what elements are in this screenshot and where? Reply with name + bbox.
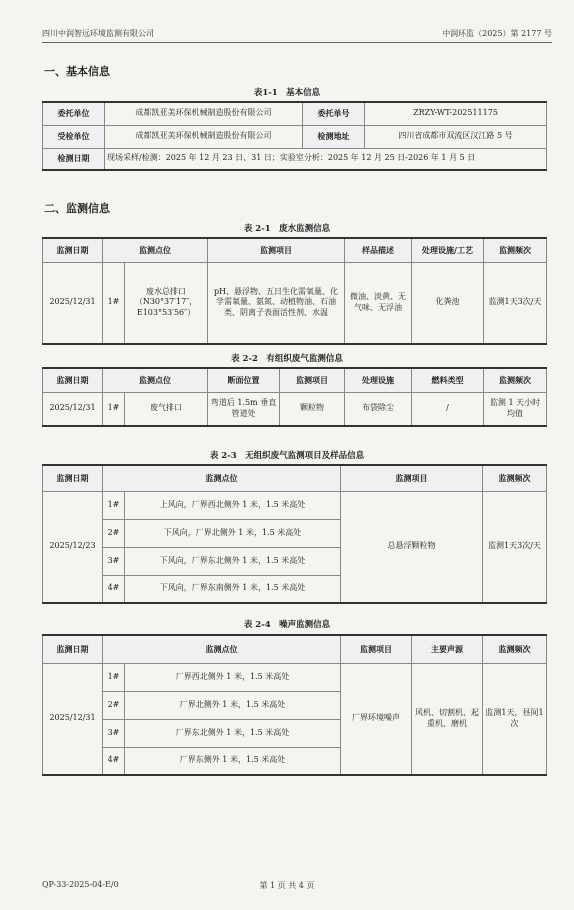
point-cell: 下风向，厂界北侧外 1 米，1.5 米高处 (125, 519, 341, 547)
item-cell: 总悬浮颗粒物 (341, 491, 483, 603)
frequency-cell: 监测1天3次/天 (483, 491, 547, 603)
address-value: 四川省成都市双流区汉江路 5 号 (365, 125, 547, 148)
wastewater-table (42, 237, 547, 345)
order-no-value: ZRZY-WT-202511175 (365, 102, 547, 125)
date-label: 检测日期 (43, 148, 105, 170)
facility-cell: 化粪池 (412, 262, 484, 344)
point-number: 3# (103, 719, 125, 747)
table-row (43, 125, 547, 148)
header-date: 监测日期 (43, 465, 103, 491)
frequency-cell: 监测1天3次/天 (484, 262, 547, 344)
form-code: QP-33-2025-04-E/0 (42, 880, 119, 889)
header-point: 监测点位 (103, 368, 208, 392)
date-cell: 2025/12/31 (43, 663, 103, 775)
date-cell: 2025/12/23 (43, 491, 103, 603)
date-cell: 2025/12/31 (43, 392, 103, 426)
basic-info-table (42, 101, 547, 171)
point-number: 1# (103, 262, 125, 344)
items-cell: pH、悬浮物、五日生化需氧量、化学需氧量、氨氮、动植物油、石油类、阴离子表面活性剂、水温 (208, 262, 345, 344)
point-cell: 下风向，厂界东南侧外 1 米，1.5 米高处 (125, 575, 341, 603)
header-frequency: 监测频次 (484, 238, 547, 262)
header-section: 断面位置 (208, 368, 280, 392)
point-number: 2# (103, 691, 125, 719)
table-row (43, 635, 547, 663)
unorganized-gas-table (42, 464, 547, 604)
facility-cell: 布袋除尘 (345, 392, 412, 426)
header-item: 监测项目 (341, 465, 483, 491)
header-facility: 处理设施/工艺 (412, 238, 484, 262)
point-number: 1# (103, 392, 125, 426)
order-no-label: 委托单号 (303, 102, 365, 125)
header-frequency: 监测频次 (483, 635, 547, 663)
table-row (43, 368, 547, 392)
point-number: 1# (103, 663, 125, 691)
source-cell: 风机、切割机、起重机、磨机 (412, 663, 483, 775)
point-number: 3# (103, 547, 125, 575)
point-cell: 废水总排口（N30°37′17″，E103°53′56″） (125, 262, 208, 344)
table-2-2-caption: 表 2-2 有组织废气监测信息 (231, 354, 343, 364)
page-number: 第 1 页 共 4 页 (259, 881, 315, 890)
point-number: 4# (103, 575, 125, 603)
point-cell: 厂界东北侧外 1 米，1.5 米高处 (125, 719, 341, 747)
point-cell: 厂界东侧外 1 米，1.5 米高处 (125, 747, 341, 775)
table-row (43, 102, 547, 125)
point-cell: 厂界西北侧外 1 米，1.5 米高处 (125, 663, 341, 691)
point-number: 2# (103, 519, 125, 547)
item-cell: 厂界环境噪声 (341, 663, 412, 775)
date-cell: 2025/12/31 (43, 262, 103, 344)
point-cell: 厂界北侧外 1 米，1.5 米高处 (125, 691, 341, 719)
inspected-unit-label: 受检单位 (43, 125, 105, 148)
date-value: 现场采样/检测：2025 年 12 月 23 日、31 日；实验室分析：2025 年 12 月 25 日-2026 年 1 月 5 日 (105, 148, 547, 170)
table-2-3-caption: 表 2-3 无组织废气监测项目及样品信息 (209, 451, 365, 461)
point-cell: 下风向，厂界东北侧外 1 米，1.5 米高处 (125, 547, 341, 575)
sample-desc-cell: 微油、淡黄、无气味、无浮油 (345, 262, 412, 344)
header-source: 主要声源 (412, 635, 483, 663)
header-date: 监测日期 (43, 238, 103, 262)
table-row (43, 148, 547, 170)
table-2-4-caption: 表 2-4 噪声监测信息 (243, 620, 331, 630)
table-1-1-caption: 表1-1 基本信息 (253, 88, 321, 98)
report-number: 中润环监（2025）第 2177 号 (442, 29, 552, 38)
header-facility: 处理设施 (345, 368, 412, 392)
fuel-cell: / (412, 392, 484, 426)
point-cell: 上风向，厂界西北侧外 1 米，1.5 米高处 (125, 491, 341, 519)
header-sample-desc: 样品描述 (345, 238, 412, 262)
item-cell: 颗粒物 (280, 392, 345, 426)
address-label: 检测地址 (303, 125, 365, 148)
point-number: 1# (103, 491, 125, 519)
company-name: 四川中润智远环境监测有限公司 (42, 29, 154, 38)
frequency-cell: 监测 1 天小时均值 (484, 392, 547, 426)
section-basic-info-title: 一、基本信息 (44, 65, 110, 78)
frequency-cell: 监测1天，昼间1次 (483, 663, 547, 775)
page-header (42, 26, 552, 43)
section-cell: 弯道后 1.5m 垂直管道处 (208, 392, 280, 426)
table-row (43, 238, 547, 262)
table-row (43, 392, 547, 426)
client-label: 委托单位 (43, 102, 105, 125)
header-item: 监测项目 (341, 635, 412, 663)
inspected-unit-value: 成都凯亚美环保机械制造股份有限公司 (105, 125, 303, 148)
table-row (43, 262, 547, 344)
header-frequency: 监测频次 (483, 465, 547, 491)
table-2-1-caption: 表 2-1 废水监测信息 (243, 224, 331, 234)
organized-gas-table (42, 367, 547, 427)
header-date: 监测日期 (43, 635, 103, 663)
client-value: 成都凯亚美环保机械制造股份有限公司 (105, 102, 303, 125)
table-row (43, 491, 547, 519)
noise-table (42, 634, 547, 776)
point-number: 4# (103, 747, 125, 775)
section-monitoring-info-title: 二、监测信息 (44, 202, 110, 215)
header-date: 监测日期 (43, 368, 103, 392)
header-items: 监测项目 (208, 238, 345, 262)
header-fuel: 燃料类型 (412, 368, 484, 392)
header-point: 监测点位 (103, 465, 341, 491)
header-item: 监测项目 (280, 368, 345, 392)
table-row (43, 663, 547, 691)
header-frequency: 监测频次 (484, 368, 547, 392)
table-row (43, 465, 547, 491)
header-point: 监测点位 (103, 238, 208, 262)
point-cell: 废气排口 (125, 392, 208, 426)
header-point: 监测点位 (103, 635, 341, 663)
